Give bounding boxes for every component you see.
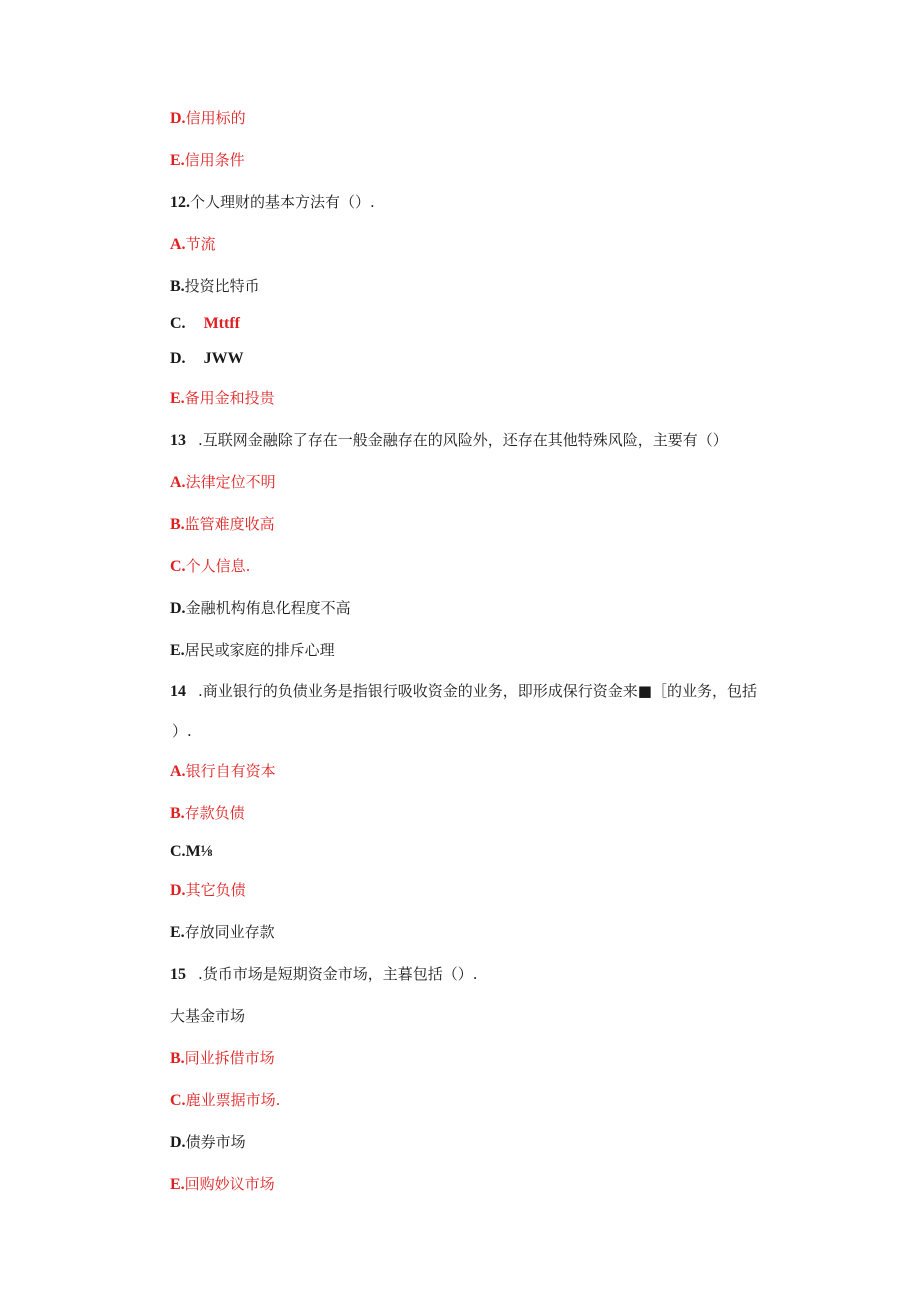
option-text: 节流 <box>185 235 216 253</box>
question-text: .商业银行的负债业务是指银行吸收资金的业务，即形成保行资金来■［的业务，包括 <box>198 682 757 700</box>
option-text: 大基金市场 <box>170 1007 246 1025</box>
question-13 <box>170 430 728 451</box>
option-label: B. <box>170 516 185 533</box>
question-text: ）. <box>172 722 192 740</box>
option-label: A. <box>170 236 186 253</box>
option-label: D. <box>170 350 186 367</box>
option-label: B. <box>170 1050 185 1067</box>
question-number: 12. <box>170 194 190 211</box>
q13-option-b <box>170 514 275 535</box>
q14-option-a <box>170 761 276 782</box>
option-label: E. <box>170 390 185 407</box>
option-label: A. <box>170 474 186 491</box>
option-text: 回购妙议市场 <box>184 1175 275 1193</box>
option-d-credit-object <box>170 108 246 129</box>
question-14 <box>170 681 757 702</box>
option-label: A. <box>170 763 186 780</box>
option-text: 债券市场 <box>185 1133 246 1151</box>
option-text: M⅛ <box>185 843 213 860</box>
q12-option-c <box>170 313 240 334</box>
question-text: 个人理财的基本方法有（）. <box>190 193 375 211</box>
question-text: .互联网金融除了存在一般金融存在的风险外，还存在其他特殊风险，主要有（） <box>198 431 728 449</box>
option-e-credit-terms <box>170 150 245 171</box>
option-text: 存款负债 <box>184 804 245 822</box>
q13-option-e <box>170 640 335 661</box>
option-text: 金融机构侑息化程度不高 <box>185 599 351 617</box>
q14-option-e <box>170 922 275 943</box>
question-number: 14 <box>170 683 186 700</box>
q12-option-d <box>170 348 244 369</box>
option-label: C. <box>170 843 186 860</box>
q15-option-e <box>170 1174 275 1195</box>
option-label: D. <box>170 882 186 899</box>
option-label: B. <box>170 805 185 822</box>
option-text: 法律定位不明 <box>185 473 276 491</box>
q14-option-c <box>170 841 213 862</box>
question-text: .货币市场是短期资金市场，主暮包括（）. <box>198 965 478 983</box>
q15-option-b <box>170 1048 275 1069</box>
option-text: 银行自有资本 <box>185 762 276 780</box>
option-label: B. <box>170 278 185 295</box>
q14-option-d <box>170 880 246 901</box>
option-label: E. <box>170 642 185 659</box>
option-label: D. <box>170 110 186 127</box>
option-text: 同业拆借市场 <box>184 1049 275 1067</box>
option-label: C. <box>170 315 186 332</box>
option-label: C. <box>170 558 186 575</box>
option-label: C. <box>170 1092 186 1109</box>
q15-option-a <box>170 1006 245 1027</box>
option-text: 其它负债 <box>185 881 246 899</box>
question-12 <box>170 192 375 213</box>
option-label: E. <box>170 924 185 941</box>
option-label: D. <box>170 1134 186 1151</box>
option-label: D. <box>170 600 186 617</box>
option-text: Mttff <box>203 315 240 332</box>
option-text: 信用条件 <box>184 151 245 169</box>
option-text: 个人信息. <box>185 557 251 575</box>
question-14-continuation <box>172 721 192 742</box>
q15-option-d <box>170 1132 246 1153</box>
q13-option-a <box>170 472 276 493</box>
option-text: 鹿业票据市场. <box>185 1091 281 1109</box>
option-text: 居民或家庭的排斥心理 <box>184 641 335 659</box>
q14-option-b <box>170 803 245 824</box>
option-text: 监管难度收高 <box>184 515 275 533</box>
q12-option-b <box>170 276 260 297</box>
q12-option-e <box>170 388 275 409</box>
option-text: 备用金和投贵 <box>184 389 275 407</box>
option-label: E. <box>170 1176 185 1193</box>
option-label: E. <box>170 152 185 169</box>
q13-option-c <box>170 556 250 577</box>
question-number: 15 <box>170 966 186 983</box>
option-text: 投资比特币 <box>184 277 260 295</box>
q13-option-d <box>170 598 351 619</box>
option-text: 信用标的 <box>185 109 246 127</box>
option-text: 存放同业存款 <box>184 923 275 941</box>
q15-option-c <box>170 1090 280 1111</box>
option-text: JWW <box>203 350 244 367</box>
q12-option-a <box>170 234 216 255</box>
question-15 <box>170 964 478 985</box>
question-number: 13 <box>170 432 186 449</box>
